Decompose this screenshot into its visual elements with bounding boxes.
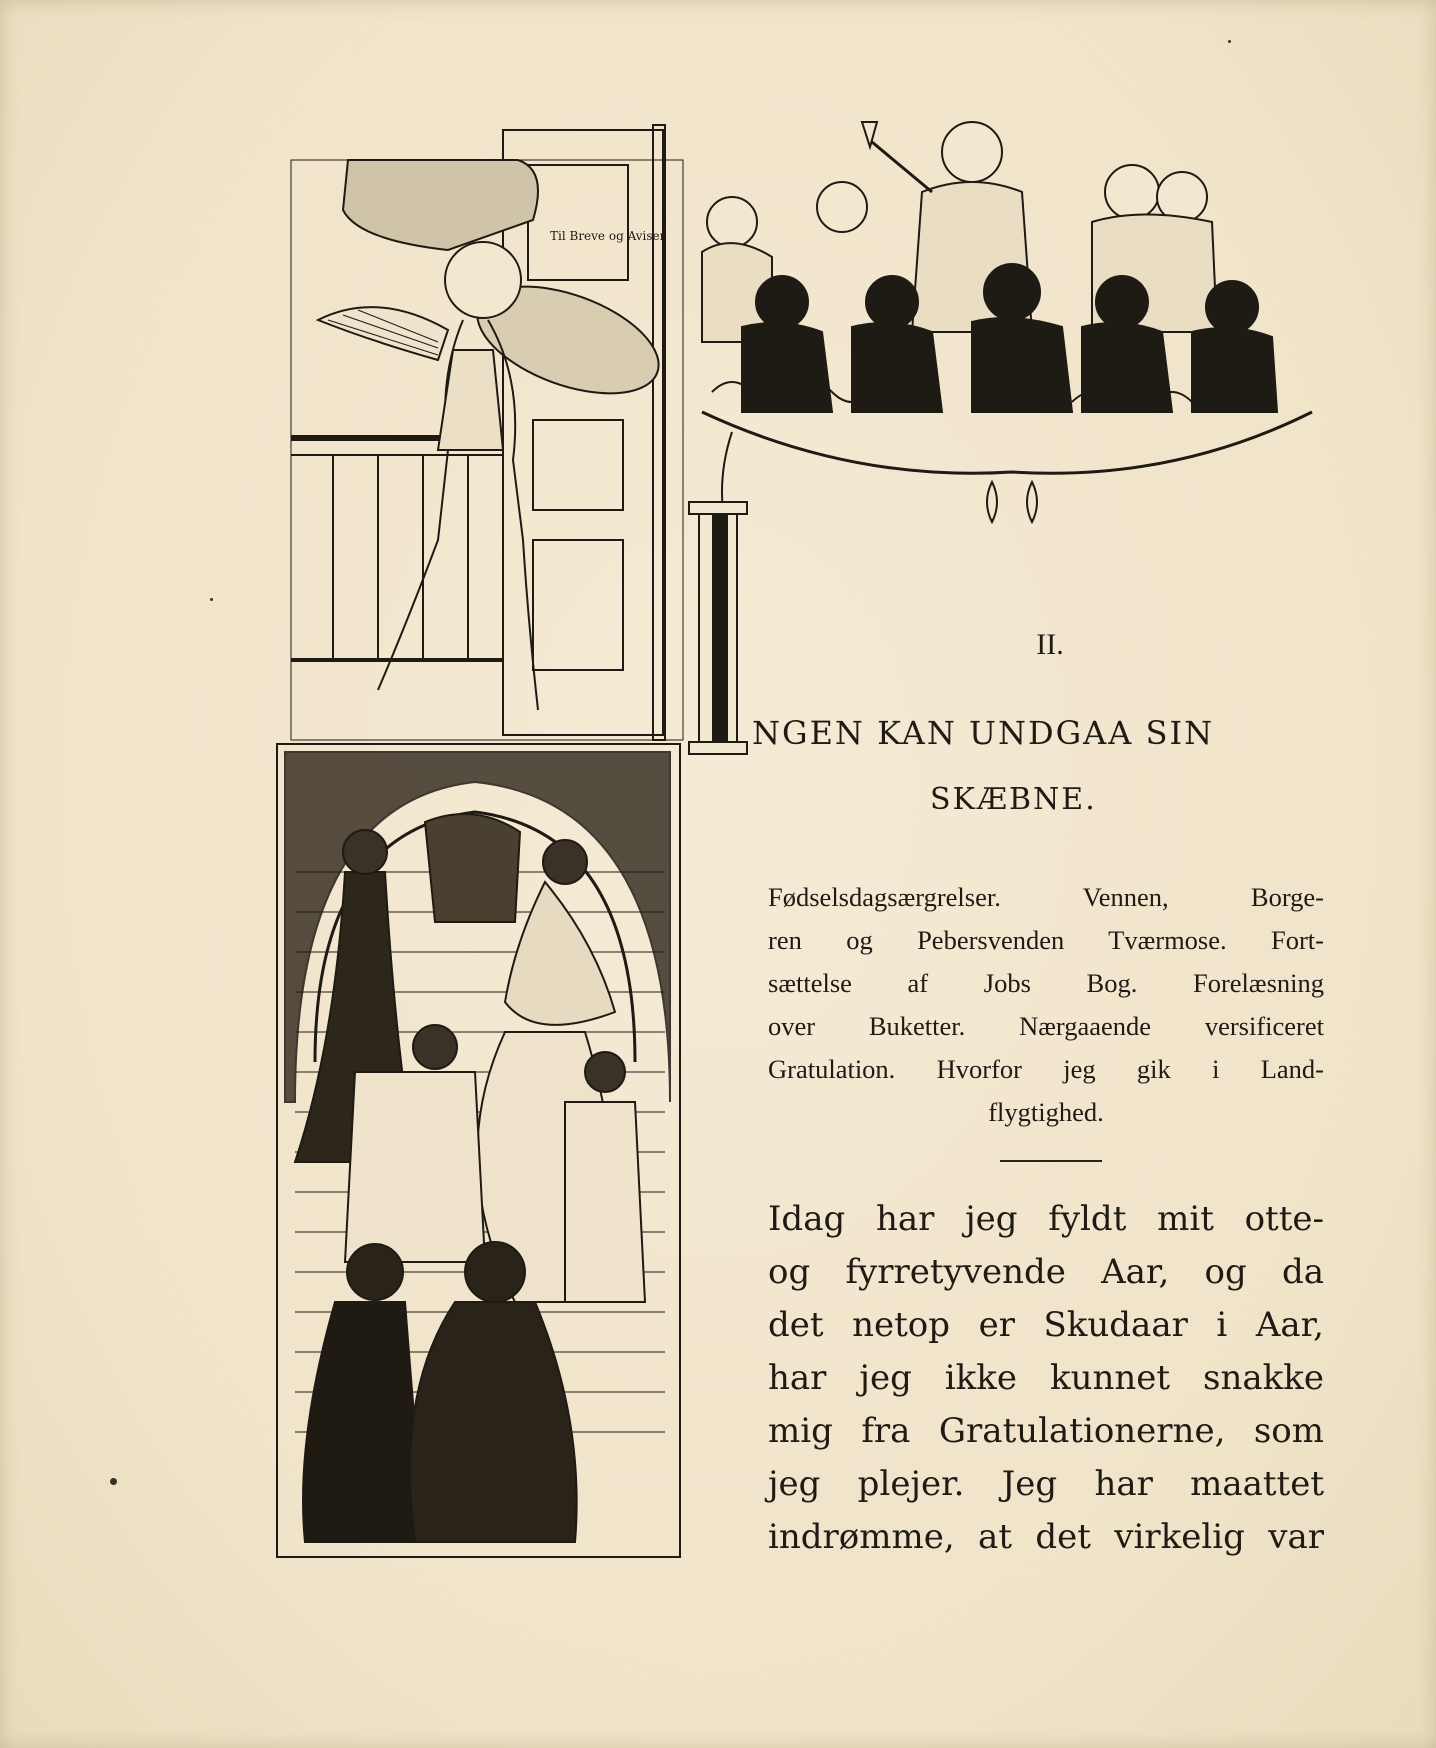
body-line: jeg plejer. Jeg har maattet	[768, 1464, 1324, 1504]
body-line: og fyrretyvende Aar, og da	[768, 1252, 1324, 1292]
chapter-title-line2: SKÆBNE.	[930, 782, 1097, 817]
body-line: mig fra Gratulationerne, som	[768, 1411, 1324, 1451]
body-line: det netop er Skudaar i Aar,	[768, 1305, 1324, 1345]
guests-procession-illustration	[275, 742, 682, 1559]
body-line: Idag har jeg fyldt mit otte-	[768, 1199, 1324, 1239]
synopsis-line: over Buketter. Nærgaaende versificeret	[768, 1011, 1324, 1041]
synopsis-line: sættelse af Jobs Bog. Forelæsning	[768, 968, 1324, 998]
paper-speck	[110, 1478, 117, 1485]
paper-speck	[210, 598, 213, 601]
body-text	[768, 1193, 1324, 1564]
section-divider	[1000, 1160, 1102, 1162]
chapter-synopsis	[768, 876, 1324, 1134]
cupid-illustration	[288, 120, 692, 743]
synopsis-line: Fødselsdagsærgrelser. Vennen, Borge-	[768, 882, 1324, 912]
paper-speck	[1228, 40, 1231, 43]
initial-letter-I	[685, 498, 751, 758]
sign-text: Til Breve og Aviser	[550, 229, 666, 243]
banquet-illustration	[692, 112, 1332, 542]
synopsis-line: Gratulation. Hvorfor jeg gik i Land-	[768, 1054, 1324, 1084]
body-line: indrømme, at det virkelig var	[768, 1517, 1324, 1557]
body-line: har jeg ikke kunnet snakke	[768, 1358, 1324, 1398]
chapter-title-line1: NGEN KAN UNDGAA SIN	[752, 714, 1215, 752]
synopsis-line: ren og Pebersvenden Tværmose. Fort-	[768, 925, 1324, 955]
synopsis-line: flygtighed.	[988, 1097, 1104, 1127]
chapter-number: II.	[1036, 628, 1064, 661]
